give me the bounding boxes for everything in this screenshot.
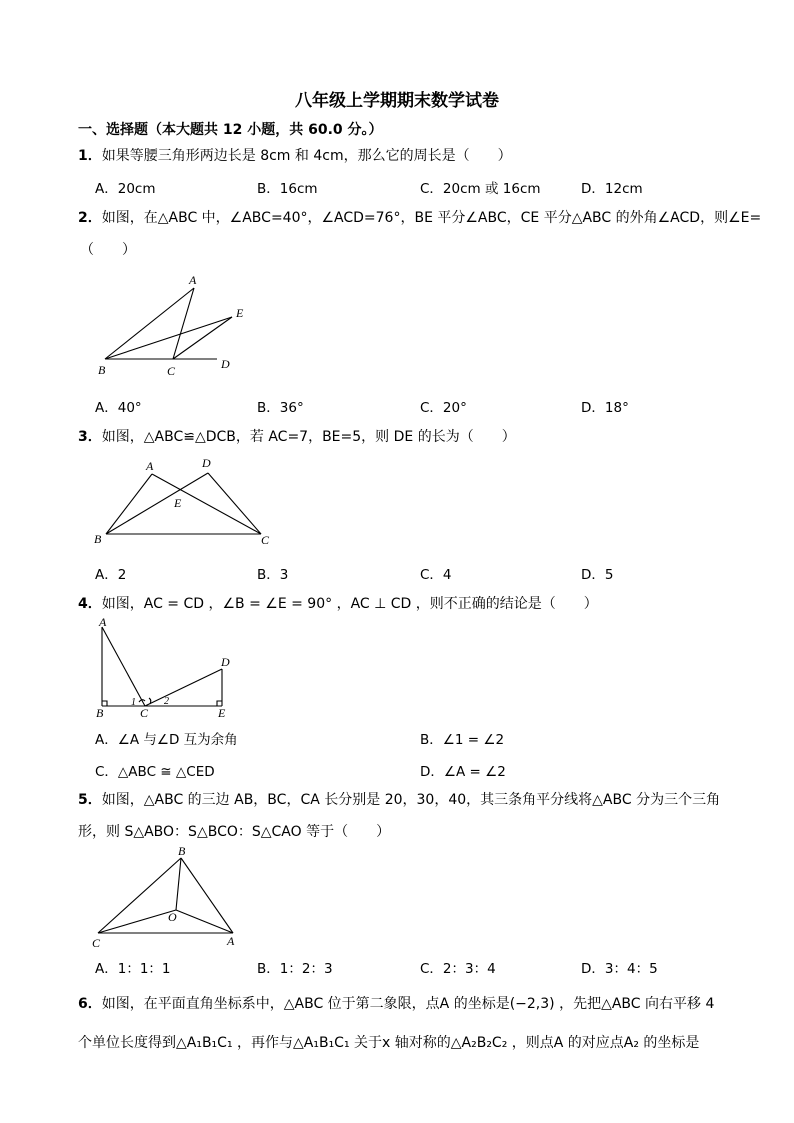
option-a[interactable]: A．20cm (95, 181, 156, 197)
question-stem-continued: （ ） (80, 242, 136, 258)
option-d[interactable]: D．3：4：5 (581, 961, 658, 977)
line-ca (173, 288, 194, 359)
option-b[interactable]: B．36° (257, 400, 304, 416)
question-stem-continued: 形，则 S△ABO：S△BCO：S△CAO 等于（ ） (78, 824, 391, 840)
option-a[interactable]: A．40° (95, 400, 142, 416)
line-ba (181, 858, 233, 933)
line-be (105, 317, 232, 359)
label-b: B (98, 363, 106, 377)
label-angle-2: 2 (164, 696, 169, 707)
option-c[interactable]: C．2：3：4 (420, 961, 496, 977)
option-c[interactable]: C．4 (420, 567, 452, 583)
option-a[interactable]: A．2 (95, 567, 127, 583)
question-3 (78, 426, 516, 446)
option-b[interactable]: B．3 (257, 567, 289, 583)
label-a: A (99, 615, 107, 629)
question-stem: 如果等腰三角形两边长是 8cm 和 4cm，那么它的周长是（ ） (101, 148, 512, 164)
option-d[interactable]: D．∠A = ∠2 (420, 764, 506, 780)
line-cd (145, 669, 222, 706)
option-d[interactable]: D．12cm (581, 181, 643, 197)
question-number: 4． (78, 596, 102, 612)
question-stem: 如图，△ABC 的三边 AB，BC，CA 长分别是 20，30，40，其三条角平分线将△ABC 分为三个三角 (101, 792, 721, 808)
option-b[interactable]: B．1：2：3 (257, 961, 333, 977)
q4-figure (90, 617, 250, 727)
question-number: 6． (78, 996, 102, 1012)
label-b: B (96, 706, 104, 720)
question-number: 3． (78, 429, 102, 445)
question-stem-continued: 个单位长度得到△A₁B₁C₁ ，再作与△A₁B₁C₁ 关于x 轴对称的△A₂B₂C₂ ，则点A 的对应点A₂ 的坐标是 (78, 1035, 700, 1051)
label-a: A (227, 934, 235, 948)
page-title: 八年级上学期期末数学试卷 (295, 91, 499, 111)
question-stem: 如图，△ABC≌△DCB，若 AC=7，BE=5，则 DE 的长为（ ） (101, 429, 516, 445)
label-o: O (168, 910, 177, 924)
question-4 (78, 593, 598, 613)
option-d[interactable]: D．5 (581, 567, 614, 583)
q2-figure (90, 270, 260, 380)
section-heading: 一、选择题（本大题共 12 小题，共 60.0 分。） (78, 122, 383, 138)
option-c[interactable]: C．△ABC ≅ △CED (95, 764, 215, 780)
option-b[interactable]: B．16cm (257, 181, 318, 197)
label-c: C (167, 364, 176, 378)
line-ba (106, 474, 152, 534)
line-ce (173, 317, 232, 359)
question-number: 5． (78, 792, 102, 808)
q5-figure (90, 843, 250, 953)
question-stem: 如图，在平面直角坐标系中，△ABC 位于第二象限，点A 的坐标是(−2,3) ，先把△ABC 向右平移 4 (101, 996, 715, 1012)
option-a[interactable]: A．1：1：1 (95, 961, 171, 977)
line-ac (152, 474, 261, 534)
label-a: A (146, 459, 154, 473)
question-2 (78, 207, 761, 227)
line-bo (176, 858, 181, 910)
line-ac (102, 627, 145, 706)
question-6 (78, 993, 714, 1013)
question-stem: 如图，在△ABC 中，∠ABC=40°，∠ACD=76°，BE 平分∠ABC，CE 平分△ABC 的外角∠ACD，则∠E= (101, 210, 762, 226)
label-d: D (202, 456, 211, 470)
question-5 (78, 789, 720, 809)
option-c[interactable]: C．20° (420, 400, 467, 416)
q3-figure (90, 455, 280, 550)
option-a[interactable]: A．∠A 与∠D 互为余角 (95, 732, 238, 748)
line-ba (105, 288, 194, 359)
label-d: D (221, 655, 230, 669)
label-c: C (261, 533, 270, 547)
label-e: E (236, 306, 244, 320)
question-1 (78, 145, 512, 165)
label-e: E (174, 496, 182, 510)
label-b: B (178, 844, 186, 858)
label-angle-1: 1 (131, 697, 136, 708)
option-c[interactable]: C．20cm 或 16cm (420, 181, 541, 197)
label-a: A (189, 273, 197, 287)
question-stem: 如图，AC = CD ，∠B = ∠E = 90° ，AC ⊥ CD ，则不正确的结论是（ ） (101, 596, 598, 612)
label-d: D (221, 357, 230, 371)
option-d[interactable]: D．18° (581, 400, 629, 416)
label-c: C (140, 706, 149, 720)
question-number: 1． (78, 148, 102, 164)
label-b: B (94, 532, 102, 546)
question-number: 2． (78, 210, 102, 226)
angle-arc-2 (149, 698, 151, 704)
line-co (98, 910, 176, 933)
label-e: E (218, 706, 226, 720)
label-c: C (92, 936, 101, 950)
line-bd (106, 473, 208, 534)
option-b[interactable]: B．∠1 = ∠2 (420, 732, 505, 748)
line-dc (208, 473, 261, 534)
